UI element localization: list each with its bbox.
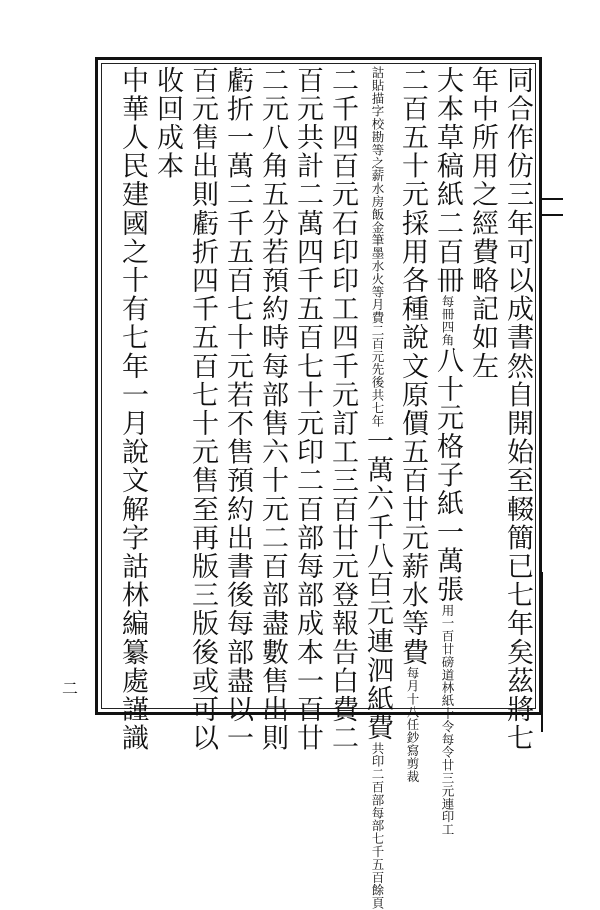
margin-rule	[541, 572, 557, 732]
text-column-12	[115, 66, 149, 753]
inline-note: 每月十八任鈔寫剪裁	[405, 666, 420, 783]
column-text: 同合作仿三年可以成書然自開始至輟簡已七年矣茲將七	[502, 66, 533, 753]
column-text: 年中所用之經費略記如左	[467, 66, 498, 381]
column-text: 八十元格子紙一萬張	[432, 346, 463, 604]
column-text: 二千四百元石印印工四千元訂工三百廿元登報告白費二	[327, 66, 358, 753]
text-column-10	[185, 66, 219, 753]
inline-note: 用一百廿磅道林紙十令每令廿三元連印工	[440, 603, 455, 837]
text-column-6	[325, 66, 359, 753]
text-column-7	[290, 66, 324, 753]
column-text: 一萬六千八百元連泗紙費	[362, 427, 393, 742]
column-text: 中華人民建國之十有七年一月說文解字詁林編纂處謹識	[117, 66, 148, 753]
inline-note: 校勘等之薪水房飯金筆墨水火等月費二百元先後共七年	[370, 117, 385, 428]
margin-tab-mark	[541, 198, 563, 216]
text-column-4	[395, 66, 429, 783]
vertical-text-body	[106, 66, 534, 910]
column-text: 虧折一萬二千五百七十元若不售預約出書後每部盡以一	[222, 66, 253, 753]
text-column-1	[500, 66, 534, 753]
column-text: 百元售出則虧折四千五百七十元售至再版三版後或可以	[187, 66, 218, 753]
text-column-2	[465, 66, 499, 706]
inline-note: 每冊四角	[440, 294, 455, 347]
column-text: 二元八角五分若預約時每部售六十元二百部盡數售出則	[257, 66, 288, 753]
text-column-9	[220, 66, 254, 753]
text-column-8	[255, 66, 289, 753]
text-column-11	[150, 66, 184, 706]
column-text: 二百五十元採用各種說文原價五百廿元薪水等費	[397, 66, 428, 667]
text-column-3	[430, 66, 464, 837]
page-number: 二	[62, 679, 79, 698]
column-text: 百元共計二萬四千五百七十元印二百部每部成本一百廿	[292, 66, 323, 753]
text-column-5	[360, 66, 394, 910]
column-text: 大本草稿紙二百冊	[432, 66, 463, 295]
inline-note: 詁貼描字	[370, 66, 385, 118]
column-text: 收回成本	[152, 66, 183, 181]
inline-note: 共印二百部每部七千五百餘頁	[370, 741, 385, 910]
